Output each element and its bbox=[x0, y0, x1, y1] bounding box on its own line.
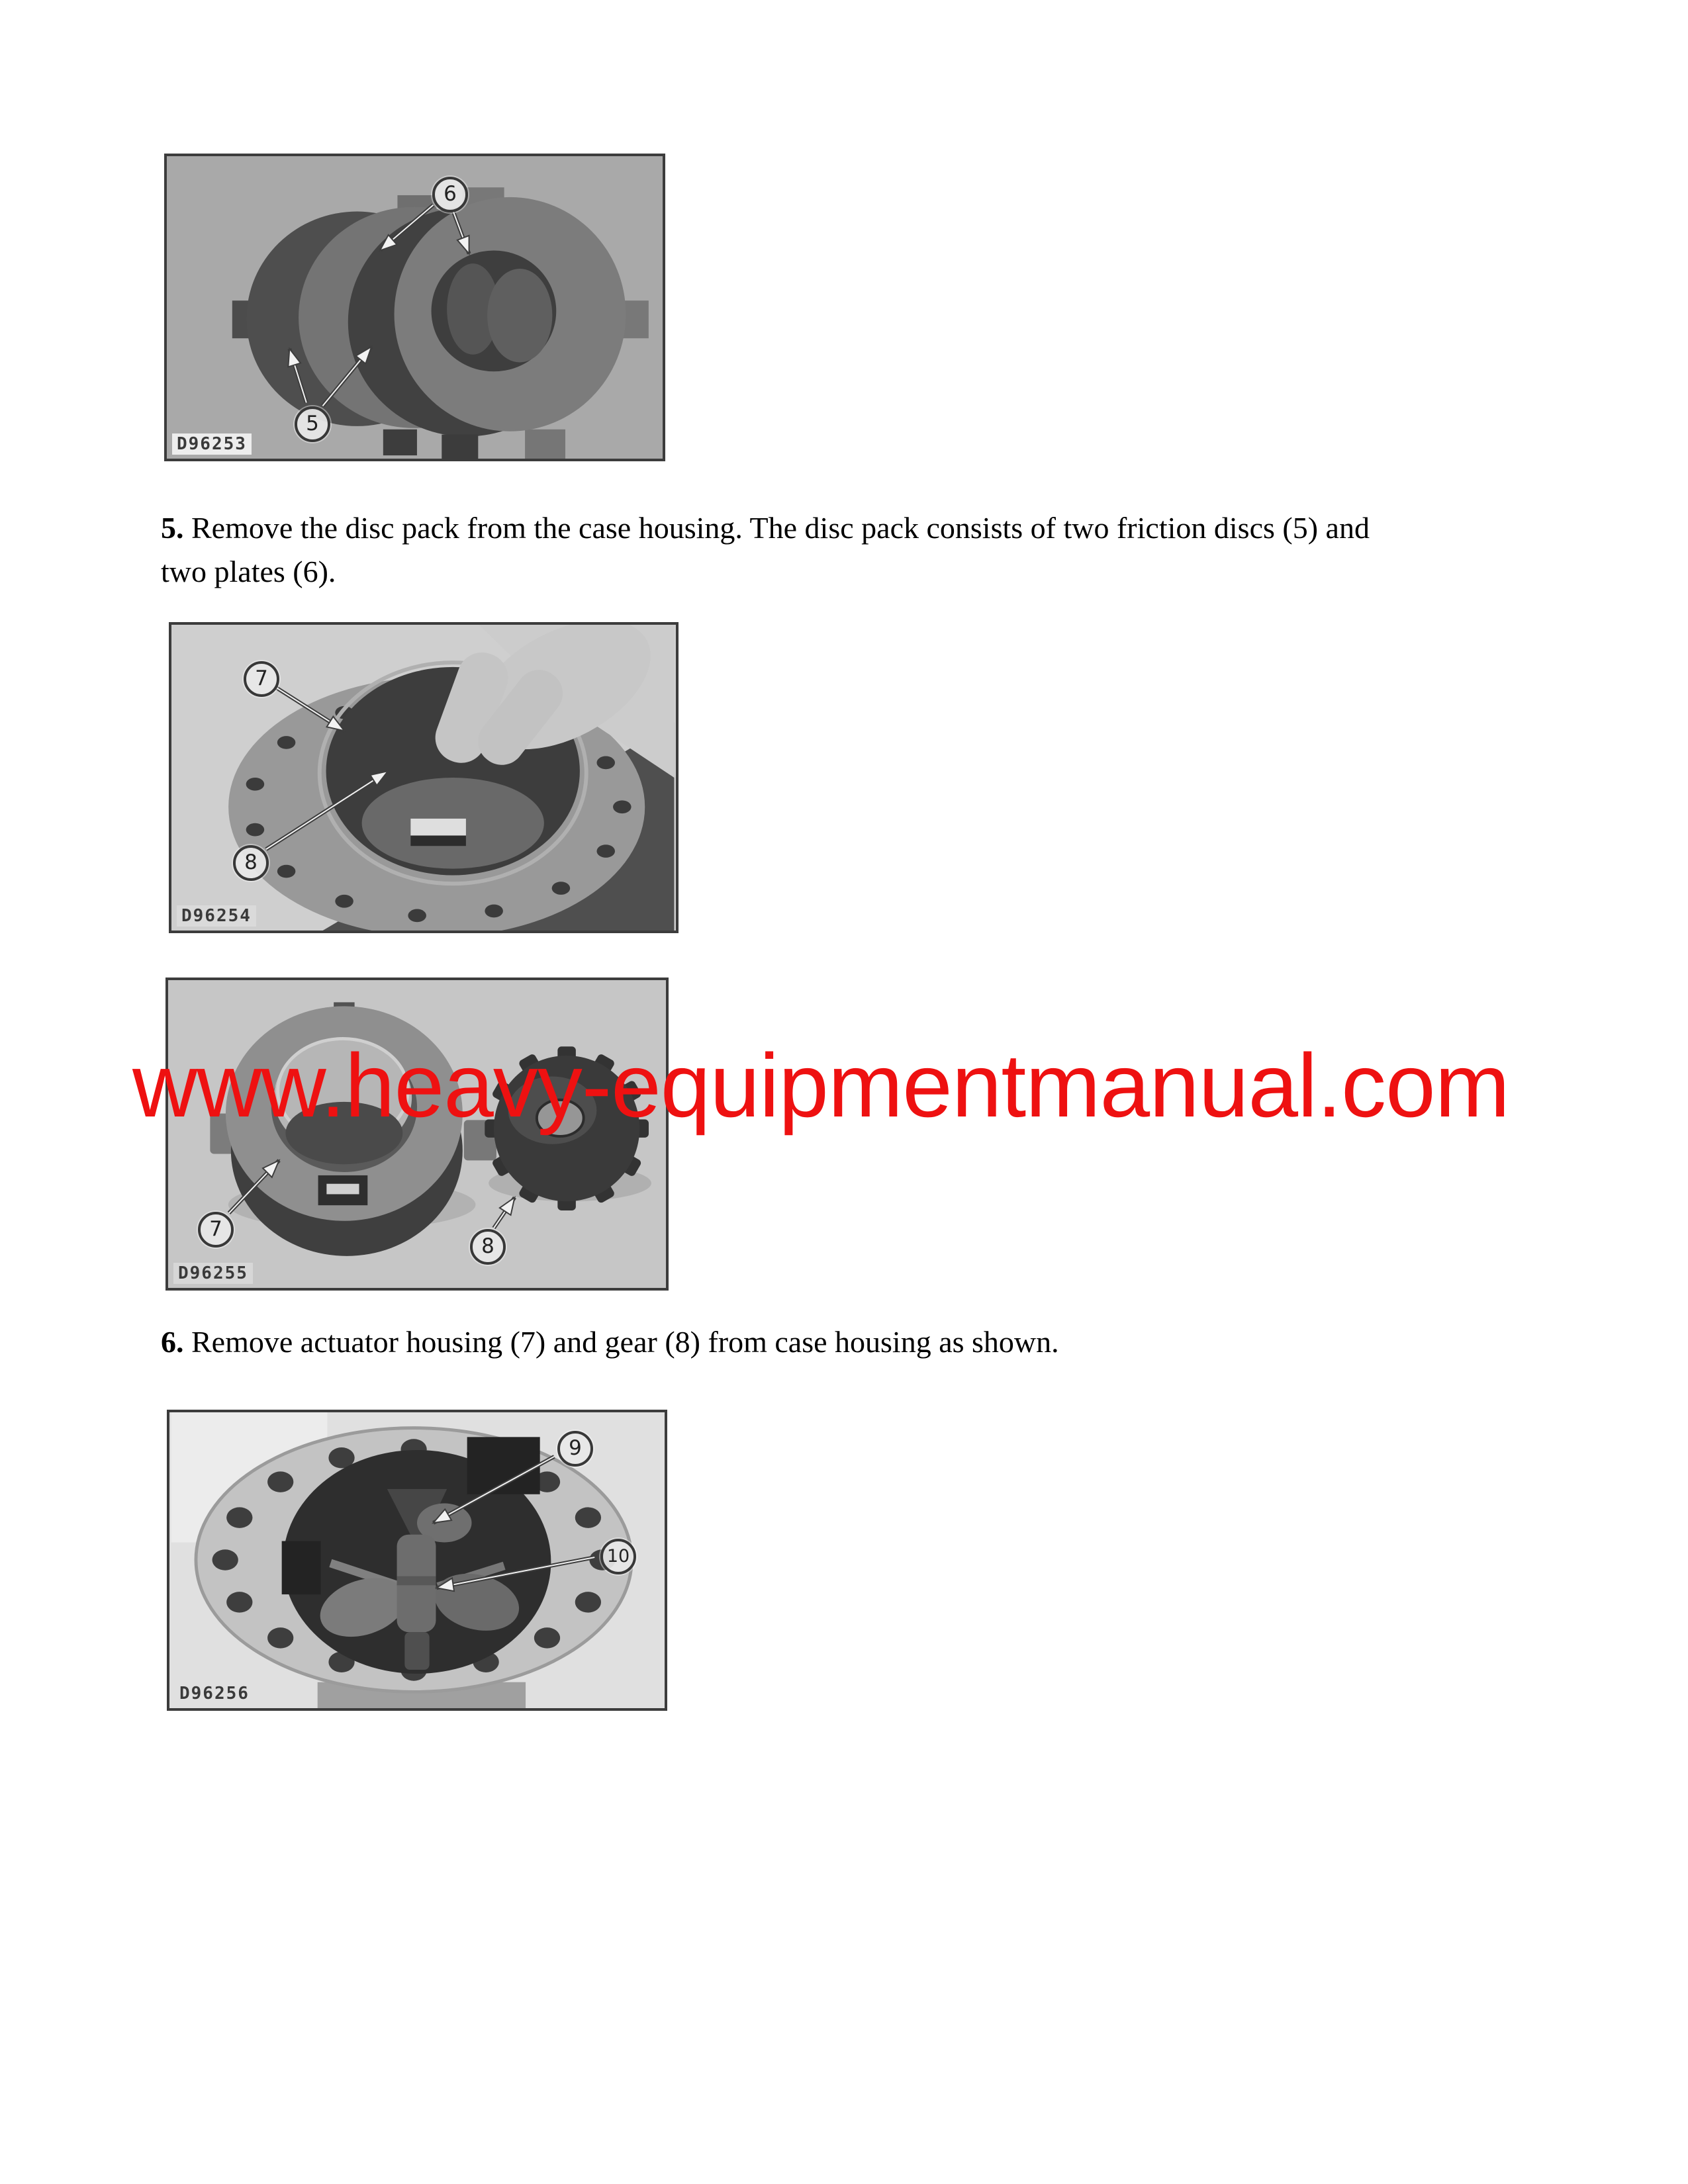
photo-id-label: D96256 bbox=[175, 1683, 254, 1704]
step-5 bbox=[161, 506, 1370, 594]
callout-9: 9 bbox=[557, 1431, 593, 1467]
photo-id-label: D96254 bbox=[177, 905, 256, 927]
step-6-line-1: Remove actuator housing (7) and gear (8) from case housing as shown. bbox=[191, 1325, 1059, 1359]
photo-id-label: D96255 bbox=[173, 1263, 253, 1284]
callout-8: 8 bbox=[233, 845, 269, 881]
step-5-number: 5. bbox=[161, 511, 184, 545]
step-6 bbox=[161, 1320, 1059, 1364]
callout-7: 7 bbox=[198, 1212, 234, 1248]
step-5-line-1: Remove the disc pack from the case housing. The disc pack consists of two friction discs (5) and bbox=[191, 511, 1370, 545]
figure-disc-pack-photo bbox=[164, 154, 665, 461]
callout-6: 6 bbox=[432, 177, 468, 212]
callout-10: 10 bbox=[600, 1539, 636, 1574]
disc-pack-photo-art bbox=[167, 156, 663, 459]
callout-5: 5 bbox=[295, 406, 330, 442]
figure-case-housing-photo bbox=[167, 1410, 667, 1711]
photo-id-label: D96253 bbox=[172, 433, 252, 455]
figure-hand-removal-photo bbox=[169, 622, 679, 933]
watermark-text: www.heavy-equipmentmanual.com bbox=[132, 1035, 1509, 1136]
step-6-number: 6. bbox=[161, 1325, 184, 1359]
step-5-line-2: two plates (6). bbox=[161, 555, 336, 588]
callout-8: 8 bbox=[470, 1229, 506, 1265]
callout-7: 7 bbox=[244, 661, 279, 697]
